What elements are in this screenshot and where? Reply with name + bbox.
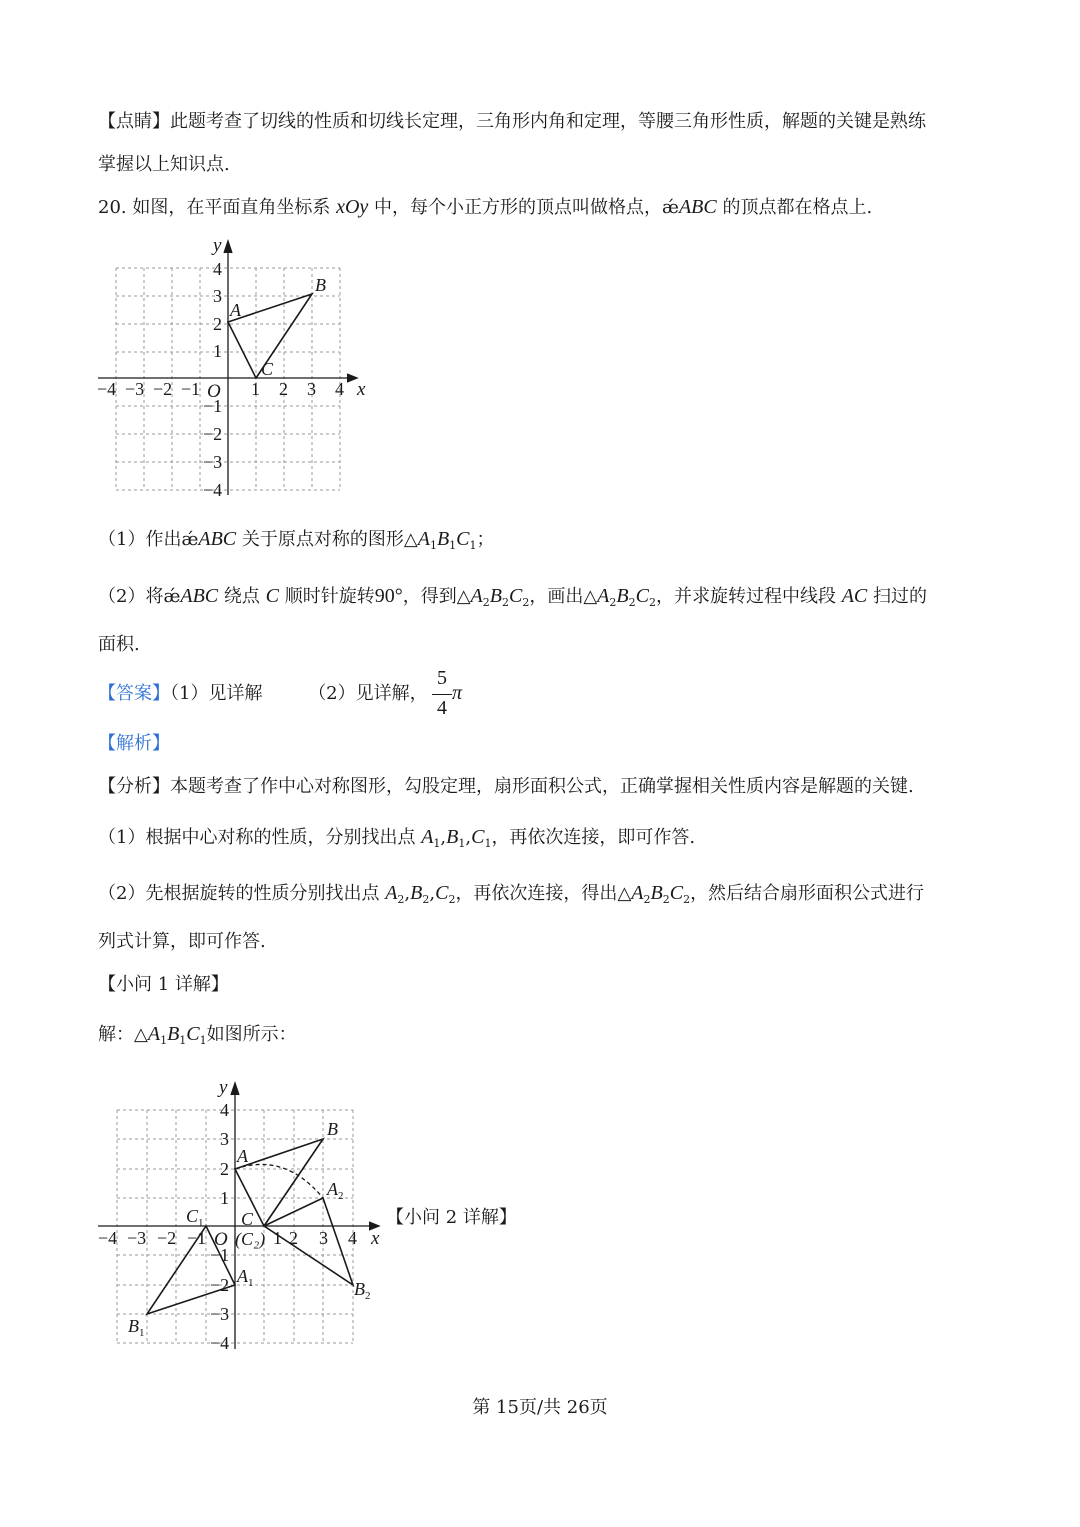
y-tick: 2 (220, 1159, 229, 1179)
point-b-label: B (315, 275, 326, 295)
x-tick: −1 (181, 379, 201, 399)
xoy-symbol: xOy (336, 196, 369, 218)
sub1-tag: 【小问 1 详解】 (98, 974, 229, 995)
pi-symbol: π (452, 682, 463, 704)
fraction-bar (432, 694, 452, 695)
x-tick: 1 (251, 379, 260, 399)
x-tick: 4 (335, 379, 344, 399)
answer-tag: 【答案】 (98, 683, 170, 704)
sol1-text: 解：$\triangle A_1B_1C_1$如图所示： (98, 1023, 297, 1047)
y-tick: −3 (203, 452, 223, 472)
point-a2-label: $A_2$ (327, 1179, 344, 1202)
point-c-label: C (241, 1209, 254, 1229)
x-axis-label: x (357, 379, 366, 400)
origin-label: O (214, 1229, 228, 1250)
fenxi-line: 【分析】本题考查了作中心对称图形，勾股定理，扇形面积公式，正确掌握相关性质内容是解题的关键. (98, 776, 914, 797)
x-tick: 2 (289, 1228, 298, 1248)
dianjing-line1 (98, 110, 926, 134)
x-tick: 3 (319, 1228, 328, 1248)
c2-label: (C₂) (235, 1229, 266, 1249)
y-tick: −3 (210, 1304, 230, 1324)
step2-text: （2）先根据旋转的性质分别找出点 $A_2,B_2,C_2$，再依次连接，得出$\triangle A_2B_2C_2$，然后结合扇形面积公式进行 (98, 882, 925, 906)
x-tick: 4 (348, 1228, 357, 1248)
x-tick: −3 (125, 379, 145, 399)
step1-text: （1）根据中心对称的性质，分别找出点 $A_1,B_1,C_1$，再依次连接，即可作答. (98, 826, 696, 850)
page-footer: 第 15页/共 26页 (472, 1397, 608, 1418)
point-a1-label: $A_1$ (237, 1266, 254, 1289)
part1-text: （1）作出ǽABC 关于原点对称的图形$\triangle A_1B_1C_1$； (98, 528, 495, 552)
jiexi-tag: 【解析】 (98, 733, 170, 754)
sub2-tag: 【小问 2 详解】 (386, 1207, 517, 1228)
y-axis-label: y (213, 235, 222, 256)
y-tick: 4 (213, 259, 222, 279)
dianjing-tag: 【点睛】 (98, 111, 170, 132)
y-tick: −4 (210, 1333, 230, 1353)
point-c1-label: $C_1$ (186, 1206, 204, 1229)
x-tick: −4 (97, 379, 117, 399)
x-tick: −2 (157, 1228, 177, 1248)
x-tick: −2 (153, 379, 173, 399)
origin-label: O (207, 381, 221, 402)
x-axis-label: x (371, 1228, 380, 1249)
fraction-numerator: 5 (437, 667, 447, 689)
point-c-label: C (261, 359, 274, 379)
x-tick: −3 (127, 1228, 147, 1248)
y-tick: −4 (203, 480, 223, 500)
x-tick: 1 (273, 1228, 282, 1248)
part2-text: （2）将ǽABC 绕点 C 顺时针旋转90°，得到$\triangle A_2B_2C_2$，画出$\triangle A_2B_2C_2$，并求旋转过程中线段 AC 扫过的 (98, 585, 927, 609)
fraction-denominator: 4 (437, 697, 447, 719)
y-tick: 1 (213, 341, 222, 361)
y-tick: 3 (220, 1129, 229, 1149)
answer-line: 【答案】（1）见详解 （2）见详解， (98, 683, 428, 704)
y-tick: 2 (213, 314, 222, 334)
triangle-symbol: ǽ (662, 197, 679, 218)
point-a-label: A (230, 300, 241, 320)
point-b-label: B (327, 1119, 338, 1139)
y-tick: −1 (203, 396, 223, 416)
y-tick: −2 (210, 1275, 230, 1295)
coordinate-graph-1 (95, 235, 385, 500)
x-tick: 2 (279, 379, 288, 399)
y-tick: 1 (220, 1188, 229, 1208)
question-stem: 20. 如图，在平面直角坐标系 xOy 中，每个小正方形的顶点叫做格点，ǽABC 的顶点都在格点上. (98, 196, 873, 218)
dianjing-text: 此题考查了切线的性质和切线长定理，三角形内角和定理，等腰三角形性质，解题的关键是熟练 (170, 111, 926, 132)
point-b2-label: $B_2$ (354, 1279, 371, 1302)
y-tick: 4 (220, 1100, 229, 1120)
x-tick: 3 (307, 379, 316, 399)
y-axis-label: y (219, 1077, 228, 1098)
x-tick: −1 (187, 1228, 207, 1248)
y-tick: −2 (203, 424, 223, 444)
step2-line2: 列式计算，即可作答. (98, 931, 266, 952)
x-tick: −4 (98, 1228, 118, 1248)
coordinate-graph-2 (95, 1077, 395, 1362)
point-b1-label: $B_1$ (128, 1316, 145, 1339)
dianjing-line2: 掌握以上知识点. (98, 154, 230, 175)
y-tick: −1 (210, 1245, 230, 1265)
part2-line2: 面积. (98, 634, 140, 655)
y-tick: 3 (213, 286, 222, 306)
point-a-label: A (237, 1146, 248, 1166)
